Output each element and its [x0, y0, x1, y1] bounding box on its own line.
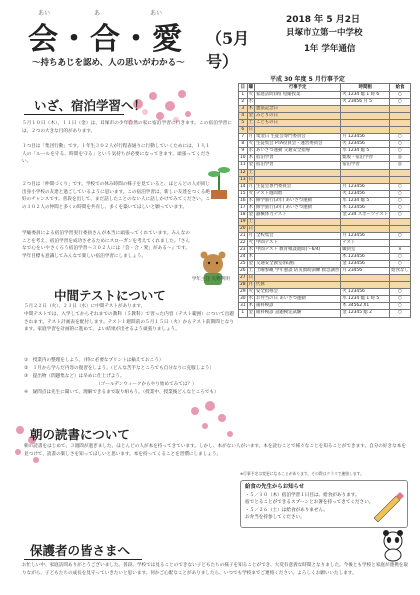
schedule-cell-lunch: ○ — [390, 148, 411, 155]
schedule-cell-event: 宿泊学習 — [255, 162, 341, 169]
schedule-cell-weekday: 月 — [248, 232, 253, 238]
col-header-weekday: 曜 — [248, 84, 253, 90]
schedule-cell-timetable: 火 23456 月 5 — [341, 99, 390, 106]
schedule-cell-timetable: 月 123456 — [341, 232, 390, 239]
schedule-cell-timetable — [341, 282, 390, 289]
col-header-lunch: 給食 — [390, 84, 411, 92]
schedule-cell-event: 器械体力テスト — [255, 211, 341, 218]
schedule-cell-event — [255, 225, 341, 232]
section1-paragraph: １つ目は「集団行動」です。１年生３０２人が行程表通りに行動していくためには、１人１人の「ルールを守る、時間を守る」という気持ちが必要になってきます。頑張ってください。 — [22, 144, 210, 165]
schedule-cell-lunch: ○ — [390, 303, 411, 310]
schedule-cell-lunch: ○ — [390, 92, 411, 99]
lunch-notice-line: お弁当を持参してください。 — [245, 515, 305, 520]
schedule-row — [239, 127, 411, 134]
schedule-cell-lunch: × — [390, 247, 411, 254]
schedule-cell-lunch: ○ — [390, 296, 411, 303]
schedule-cell-weekday: 水 — [248, 296, 253, 302]
schedule-cell-timetable: 金 123456 — [341, 261, 390, 268]
schedule-cell-lunch: ◎ — [390, 155, 411, 162]
schedule-cell-timetable: 水 1234 総 1 時 5 — [341, 296, 390, 303]
schedule-row — [239, 232, 411, 239]
schedule-cell-weekday: 火 — [248, 190, 253, 196]
schedule-cell-timetable — [341, 218, 390, 225]
schedule-row — [239, 113, 411, 120]
schedule-row — [239, 176, 411, 183]
schedule-cell-day: 15 — [240, 190, 246, 196]
panda-icon — [378, 528, 408, 562]
schedule-cell-timetable — [341, 176, 390, 183]
section-title-overnight-trip: いざ、宿泊学習へ！ — [34, 98, 147, 113]
schedule-row — [239, 261, 411, 268]
schedule-cell-lunch — [390, 282, 411, 289]
schedule-row — [239, 155, 411, 162]
masthead — [28, 8, 258, 78]
schedule-cell-timetable: 月 123456 — [341, 183, 390, 190]
schedule-cell-weekday: 金 — [248, 211, 253, 217]
schedule-cell-event: お弁当の日 あいさつ運動 — [255, 296, 341, 303]
schedule-row — [239, 162, 411, 169]
lunch-notice-line: ・５／２６（土）は給食がありません。 — [245, 507, 328, 513]
ruby-1: あい — [38, 10, 51, 17]
schedule-cell-lunch: ○ — [390, 254, 411, 261]
schedule-cell-day: 21 — [240, 232, 246, 238]
schedule-cell-timetable: 火 123456 — [341, 289, 390, 296]
schedule-cell-timetable: 金 234 スポーツテスト — [342, 211, 389, 217]
schedule-row — [239, 183, 411, 190]
schedule-cell-timetable: 金 12345 総 2 — [341, 310, 390, 317]
schedule-row — [239, 247, 411, 254]
schedule-row — [239, 275, 411, 282]
schedule-cell-day: 3 — [239, 106, 248, 113]
schedule-cell-day: 19 — [240, 218, 246, 224]
schedule-row — [239, 106, 411, 113]
col-header-day: 日 — [239, 84, 248, 92]
schedule-cell-lunch — [390, 169, 411, 176]
schedule-row — [239, 211, 411, 218]
schedule-cell-event: 交通安全教室(保護) — [255, 261, 341, 268]
schedule-cell-timetable: 月 23456 — [341, 268, 390, 275]
schedule-cell-event: 家庭訪問(期) 短縮授業 — [255, 92, 341, 99]
schedule-cell-lunch: ○ — [390, 190, 411, 197]
schedule-cell-event: こどもの日 — [255, 120, 341, 127]
schedule-cell-weekday: 土 — [248, 120, 253, 126]
schedule-cell-event: 憲法記念日 — [255, 106, 341, 113]
schedule-cell-day: 17 — [240, 204, 246, 210]
schedule-cell-weekday: 火 — [248, 92, 253, 98]
schedule-cell-lunch: ○ — [390, 232, 411, 239]
issue-date: 2018 年 5 月2日 — [286, 15, 360, 25]
schedule-cell-lunch: ○ — [390, 310, 411, 317]
section-title-midterm-test: 中間テストについて — [54, 288, 166, 303]
schedule-cell-timetable: テスト — [341, 239, 390, 246]
schedule-table — [238, 83, 411, 318]
schedule-cell-lunch — [390, 120, 411, 127]
schedule-cell-day: 16 — [240, 197, 246, 203]
schedule-cell-timetable — [341, 225, 390, 232]
schedule-caption: 平成 30 年度 5 月行事予定 — [270, 76, 345, 83]
schedule-cell-event — [255, 169, 341, 176]
schedule-cell-timetable: 職員室 — [341, 247, 390, 254]
schedule-cell-day: 14 — [240, 183, 246, 189]
schedule-cell-day: 24 — [240, 254, 246, 260]
section1-paragraph: 学級委員による宿泊学習実行委員さんが本当に頑張ってくれています。みんなのことを考え、宿泊学習を成功させるためにスローガンを考えてくれました。『さんなで心をいやさくろう宿泊学習～３０２人には「会・合・愛」がある～』です。学年目標も意識してみんなで楽しい宿泊学習にしましょう。 — [22, 231, 190, 259]
schedule-cell-weekday: 木 — [248, 155, 253, 161]
slogan: ～持ちあじを認め、人の思いがわかる～ — [32, 58, 185, 68]
section3-paragraph: 朝の読書をはじめて、３週間が過ぎました。ほとんどの人が本を持ってきています。しかし、本がない人がいます。本を読むことで様々なことを知ることができます。自分の好きな本を見つけて、読書の楽しさを知ってほしいと思います。本を持ってくることを習慣にしましょう。 — [24, 444, 406, 457]
schedule-footnote: ※行事予定は変更になることがあります。その際はクラスで連絡します。 — [240, 471, 364, 476]
schedule-cell-timetable: 火 1234 総 1 時 6 — [341, 92, 390, 99]
schedule-cell-day: 9 — [239, 148, 248, 155]
newsletter-name: 1年 学年通信 — [304, 44, 356, 54]
schedule-cell-lunch: ○ — [390, 261, 411, 268]
schedule-row — [239, 134, 411, 141]
section2-list-item: ③ 提出物（問題集など）は早めに仕上げよう。 — [24, 374, 125, 379]
schedule-cell-weekday: 土 — [248, 268, 253, 274]
schedule-cell-weekday: 月 — [248, 134, 253, 140]
schedule-cell-lunch: ○ — [390, 141, 411, 148]
schedule-row — [239, 225, 411, 232]
schedule-cell-event: 集金日 生徒会専門委員会 — [255, 134, 341, 141]
divider — [24, 559, 142, 560]
schedule-row — [239, 282, 411, 289]
schedule-cell-day: 12 — [240, 169, 246, 175]
schedule-cell-weekday: 日 — [248, 176, 253, 182]
schedule-cell-day: 28 — [240, 282, 246, 288]
schedule-cell-day: 29 — [240, 289, 246, 295]
page-title: 会・合・愛 — [28, 22, 183, 57]
schedule-cell-timetable: 木 123456 — [341, 254, 390, 261]
schedule-cell-event: 生徒集会 PTA役員会・運営委員会 — [255, 141, 341, 148]
lunch-notice-title: 給食の先生からお知らせ — [245, 484, 305, 490]
schedule-cell-lunch: ○ — [390, 134, 411, 141]
schedule-cell-timetable: 火 123456 — [341, 141, 390, 148]
lunch-notice-line: ・５／１０（木）宿泊学習１日目は、給食があります。 — [245, 492, 360, 498]
schedule-row — [239, 190, 411, 197]
schedule-cell-weekday: 金 — [248, 162, 253, 168]
schedule-cell-lunch: ○ — [390, 197, 411, 204]
schedule-cell-weekday: 水 — [248, 148, 253, 154]
schedule-cell-timetable: 総股・宿泊学習 — [341, 155, 390, 162]
school-name: 貝塚市立第一中学校 — [286, 28, 363, 38]
schedule-header-row — [239, 84, 411, 92]
schedule-cell-timetable: 月 123456 — [341, 134, 390, 141]
schedule-cell-day: 31 — [240, 303, 246, 309]
schedule-cell-timetable: 宿泊学習 — [341, 162, 390, 169]
schedule-cell-lunch: ○ — [390, 183, 411, 190]
schedule-row — [239, 303, 411, 310]
schedule-cell-day: 5 — [239, 120, 248, 127]
schedule-cell-day: 25 — [240, 261, 246, 267]
schedule-cell-day: 4 — [239, 113, 248, 120]
schedule-cell-lunch — [390, 225, 411, 232]
schedule-cell-weekday: 金 — [248, 113, 253, 119]
ruby-3: あい — [150, 10, 163, 17]
schedule-cell-day: 26 — [240, 268, 246, 274]
schedule-cell-event — [255, 218, 341, 225]
section-title-parents: 保護者の皆さまへ — [30, 543, 131, 558]
section2-list-item: ④ 疑問点は先生に聞いて、理解できるまで取り組もう。（授業中、授業後どんなところでも） — [24, 390, 219, 395]
schedule-cell-event — [255, 254, 341, 261]
schedule-cell-day: 1 — [239, 310, 248, 317]
schedule-cell-timetable — [341, 120, 390, 127]
schedule-cell-timetable: 木 34562 Ⅹ1 — [341, 303, 390, 310]
schedule-cell-weekday: 水 — [248, 99, 253, 105]
schedule-cell-day: 1 — [239, 92, 248, 99]
section1-paragraph: ２つ目は「仲間づくり」です。学校での休み時間の様子を見ていると、ほとんどの人が同じ出身小学校の友達と過ごしているように思います。この宿泊学習は、新しい友達をつくる絶好のチャンスです。普段を出して、まだ話したことのない人に話しかけてみてください。この３０２人の仲間と多くの時間を共有し、多くを築いてほしいと願っています。 — [22, 182, 210, 210]
schedule-row — [239, 310, 411, 317]
section2-list-item: ② １月から学んだ内容の復習をしよう。（どんな苦手なところでも自分なりに克服しよう） — [24, 366, 215, 371]
schedule-cell-timetable — [341, 113, 390, 120]
schedule-cell-weekday: 土 — [248, 169, 253, 175]
schedule-cell-event: みどりの日 — [255, 113, 341, 120]
schedule-cell-lunch — [390, 127, 411, 134]
cherry-blossom-icon — [180, 396, 240, 446]
section-title-morning-reading: 朝の読書について — [30, 427, 130, 442]
section2-paragraph: ５月２２日（火）、２３日（水）に中間テストがあります。 — [24, 304, 146, 309]
section1-paragraph: ５月１０日（木）、１１日（金）は、貝塚市の少年自然の家に宿泊学習に行きます。この宿泊学習には、２つの大きな目的があります。 — [22, 121, 232, 134]
schedule-row — [239, 148, 411, 155]
schedule-row — [239, 289, 411, 296]
schedule-cell-lunch: ○ — [390, 211, 411, 218]
schedule-row — [239, 169, 411, 176]
lunch-notice-line: 宿でとることができるスプーンとお箸を持ってきてください。 — [245, 500, 374, 505]
schedule-row — [239, 197, 411, 204]
schedule-cell-weekday: 水 — [248, 197, 253, 203]
schedule-cell-event: 土曜参観 学年懇談 防災救助訓練 救急講習 — [256, 268, 340, 274]
schedule-row — [239, 120, 411, 127]
schedule-cell-event: あいさつ運動 交通安全指導 — [255, 148, 341, 155]
schedule-row — [239, 218, 411, 225]
schedule-cell-event — [255, 99, 341, 106]
schedule-cell-day: 20 — [240, 225, 246, 231]
section2-list-item: ① 授業内の整理をしよう。（特に必要なプリントは揃えておこう） — [24, 358, 164, 363]
schedule-cell-weekday: 日 — [248, 225, 253, 231]
schedule-cell-lunch: 給食なし — [391, 268, 409, 274]
schedule-cell-lunch: ◎ — [390, 162, 411, 169]
schedule-cell-timetable — [341, 169, 390, 176]
schedule-cell-event: 代休 — [255, 282, 341, 289]
schedule-cell-weekday: 木 — [248, 106, 253, 112]
schedule-cell-weekday: 日 — [248, 127, 253, 133]
schedule-cell-event: 安全指導会 — [255, 289, 341, 296]
schedule-cell-timetable: 木 123456 — [341, 204, 390, 211]
schedule-row — [239, 254, 411, 261]
schedule-cell-weekday: 金 — [248, 310, 253, 316]
section2-paragraph: 中間テストでは、入学してからそれまでの教科（５教科）で習った内容（テスト範囲）について出題されます。テスト計画表を配付します。テスト１週間前の５月１５日（火）からテスト前期間となります。家庭学習を計画的に進めて、よい結果が出せるよう頑張りましょう。 — [24, 312, 234, 333]
schedule-cell-weekday: 木 — [248, 303, 253, 309]
section2-quote: （ゴールデンウィークからやり始めてみては？） — [96, 382, 197, 387]
schedule-cell-event: 歯科検診 — [255, 303, 341, 310]
author-signature: 学年主任 矢野利明 — [191, 277, 230, 282]
schedule-cell-event: 生徒会専門委員会 — [255, 183, 341, 190]
schedule-cell-event: 中間テスト — [255, 239, 341, 246]
schedule-cell-event — [255, 275, 341, 282]
schedule-row — [239, 204, 411, 211]
schedule-cell-lunch — [390, 218, 411, 225]
schedule-cell-event — [255, 127, 341, 134]
schedule-cell-timetable: 水 1234 総 5 — [341, 148, 390, 155]
schedule-cell-weekday: 月 — [248, 183, 253, 189]
schedule-cell-event: 修学旅行(3年) あいさつ運動 — [255, 197, 341, 204]
schedule-cell-day: 23 — [240, 247, 246, 253]
schedule-cell-weekday: 水 — [248, 247, 253, 253]
schedule-cell-lunch — [390, 239, 411, 246]
schedule-row — [239, 141, 411, 148]
schedule-cell-lunch — [390, 106, 411, 113]
schedule-cell-day: 30 — [240, 296, 246, 302]
schedule-cell-day: 6 — [239, 127, 248, 134]
schedule-row — [239, 92, 411, 99]
schedule-cell-weekday: 木 — [248, 204, 253, 210]
schedule-cell-day: 7 — [239, 134, 248, 141]
schedule-cell-lunch: ○ — [390, 289, 411, 296]
schedule-cell-timetable — [341, 106, 390, 113]
header-info — [286, 14, 363, 56]
schedule-cell-weekday: 月 — [248, 282, 253, 288]
schedule-cell-event: テスト週間始 — [255, 190, 341, 197]
schedule-cell-event: 宿泊学習 — [255, 155, 341, 162]
schedule-cell-event — [255, 176, 341, 183]
schedule-cell-timetable — [341, 275, 390, 282]
schedule-cell-day: 22 — [240, 240, 246, 245]
col-header-event: 行事予定 — [255, 84, 341, 92]
schedule-cell-event: 中間テスト 教育相談週間(～6/4) — [255, 247, 341, 254]
schedule-cell-day: 8 — [239, 141, 248, 148]
schedule-cell-event: 全校集会 — [255, 232, 341, 239]
schedule-cell-event: 眼科検診 話題検定試験 — [255, 310, 341, 317]
schedule-cell-timetable: 水 1234 総 5 — [341, 197, 390, 204]
section4-paragraph: お忙しい中、家庭訪問ありがとうございました。普段、学校では見ることのできない子どもたちの様子を知ることができ、大変有意義な時間となりました。今後とも学校と家庭が連携を取りながら、子どもたちの成長を見守っていきたいと思います。何かご心配なことがありましたら、いつでも学校までご連絡ください。よろしくお願いいたします。 — [22, 563, 408, 576]
schedule-cell-weekday: 日 — [248, 275, 253, 281]
schedule-cell-lunch — [390, 176, 411, 183]
ruby-2: あ — [94, 10, 101, 17]
schedule-cell-lunch: ○ — [390, 204, 411, 211]
schedule-cell-day: 2 — [239, 99, 248, 106]
schedule-row — [239, 239, 411, 246]
schedule-cell-weekday: 火 — [248, 289, 253, 295]
lunch-notice-box — [240, 480, 408, 528]
schedule-cell-weekday: 火 — [248, 240, 253, 245]
schedule-cell-weekday: 火 — [248, 141, 253, 147]
col-header-timetable: 時間割 — [341, 84, 390, 92]
schedule-cell-weekday: 金 — [248, 261, 253, 267]
schedule-cell-lunch — [390, 275, 411, 282]
schedule-row — [239, 268, 411, 275]
divider — [24, 114, 124, 115]
schedule-row — [239, 99, 411, 106]
schedule-cell-lunch: ○ — [390, 99, 411, 106]
schedule-cell-weekday: 土 — [248, 218, 253, 224]
schedule-cell-day: 13 — [240, 176, 246, 182]
schedule-cell-event: 修学旅行(3年) あいさつ運動 — [255, 204, 341, 211]
schedule-cell-day: 11 — [240, 162, 246, 168]
schedule-cell-timetable: 火 123456 — [341, 190, 390, 197]
schedule-cell-weekday: 木 — [248, 254, 253, 260]
issue-label: （5月号） — [206, 29, 250, 71]
schedule-cell-lunch — [390, 113, 411, 120]
schedule-row — [239, 296, 411, 303]
schedule-cell-timetable — [341, 127, 390, 134]
schedule-cell-day: 27 — [240, 275, 246, 281]
schedule-cell-day: 18 — [240, 211, 246, 217]
schedule-cell-day: 10 — [240, 155, 246, 161]
